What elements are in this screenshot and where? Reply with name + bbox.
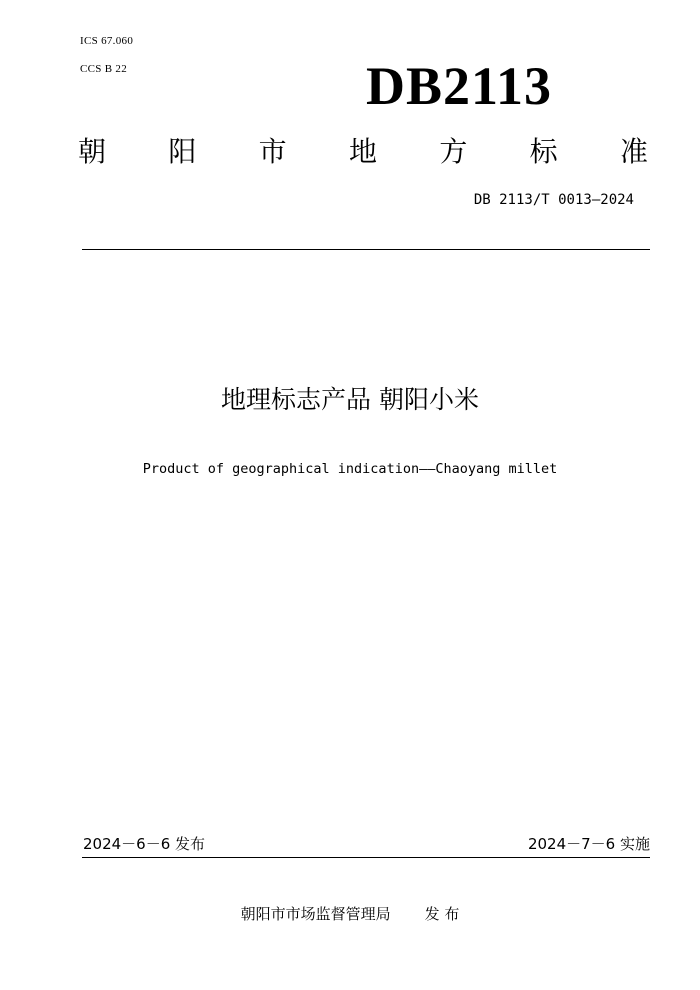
standard-type-char: 准 bbox=[619, 135, 648, 168]
footer-divider bbox=[82, 857, 650, 858]
publish-action: 发 布 bbox=[424, 905, 460, 923]
standard-type-char: 阳 bbox=[168, 135, 197, 168]
standard-number: DB 2113/T 0013—2024 bbox=[473, 192, 634, 208]
standard-type-char: 市 bbox=[258, 135, 287, 168]
standard-type-char: 方 bbox=[439, 135, 468, 168]
db-code-logo: DB2113 bbox=[366, 56, 553, 116]
implementation-date: 2024－7－6 实施 bbox=[527, 835, 650, 853]
ccs-code: CCS B 22 bbox=[80, 63, 128, 75]
document-title-chinese: 地理标志产品 朝阳小米 bbox=[221, 385, 479, 414]
issue-date: 2024－6－6 发布 bbox=[83, 835, 206, 853]
standard-type-char: 地 bbox=[348, 135, 377, 168]
publisher-line bbox=[0, 903, 700, 925]
ics-code: ICS 67.060 bbox=[80, 35, 134, 47]
standard-type-char: 朝 bbox=[78, 135, 107, 168]
standard-type-char: 标 bbox=[529, 135, 558, 168]
standard-type-heading bbox=[78, 132, 648, 172]
document-title-english: Product of geographical indication——Chaoyang millet bbox=[142, 461, 558, 477]
header-divider bbox=[82, 249, 650, 250]
publisher-name: 朝阳市市场监督管理局 bbox=[240, 905, 391, 923]
